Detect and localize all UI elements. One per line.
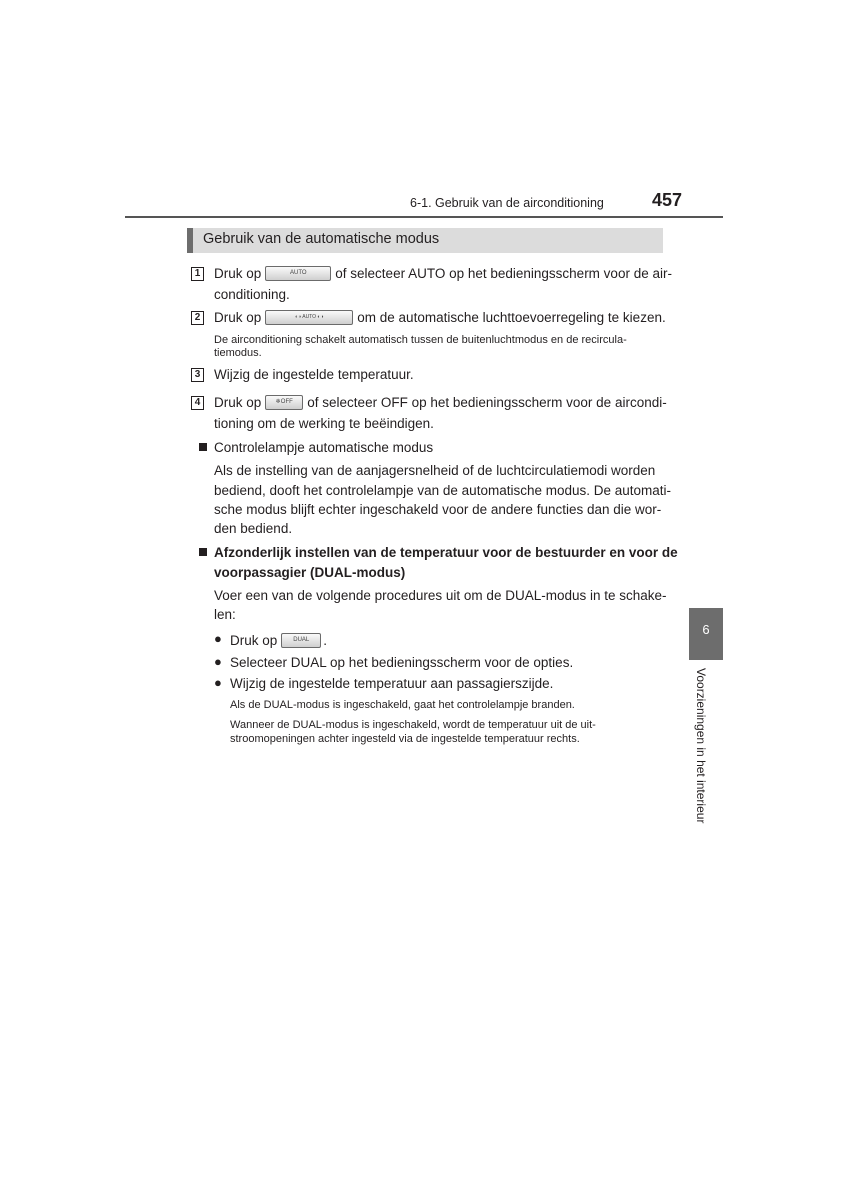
step-1-line-1 — [214, 263, 672, 284]
step-number-3: 3 — [191, 368, 204, 382]
dual-note-2-line-1: Wanneer de DUAL-modus is ingeschakeld, wordt de temperatuur uit de uit- — [230, 719, 596, 731]
page-number: 457 — [652, 190, 683, 210]
chapter-number: 6 — [702, 622, 710, 637]
running-header: 6-1. Gebruik van de airconditioning — [410, 196, 604, 210]
step-3-text: Wijzig de ingestelde temperatuur. — [214, 367, 414, 382]
fan-off-button-icon: ❄OFF — [265, 395, 303, 410]
dual-intro-line-1: Voer een van de volgende procedures uit om de DUAL-modus in te schake- — [214, 588, 667, 603]
section-title-box — [187, 228, 663, 253]
step-4-after: of selecteer OFF op het bedieningsscherm voor de aircondi- — [307, 395, 667, 410]
auto-recirculation-button-icon: ◐◑ AUTO ◐◑ — [265, 310, 353, 325]
dual-bullet-3: Wijzig de ingestelde temperatuur aan passagierszijde. — [230, 676, 554, 691]
step-number-4: 4 — [191, 396, 204, 410]
dual-heading-line-2: voorpassagier (DUAL-modus) — [214, 565, 406, 580]
step-number-1: 1 — [191, 267, 204, 281]
indicator-line-4: den bediend. — [214, 521, 293, 536]
round-bullet-icon: ● — [214, 654, 222, 669]
step-4-line-1 — [214, 392, 667, 413]
header-rule — [125, 216, 723, 218]
chapter-tab — [689, 608, 723, 660]
step-1-line-2: conditioning. — [214, 287, 290, 302]
round-bullet-icon: ● — [214, 675, 222, 690]
airflow-right-icon: ◐◑ — [316, 313, 324, 320]
dual-button-icon: DUAL — [281, 633, 321, 648]
step-2-after: om de automatische luchttoevoerregeling te kiezen. — [357, 310, 666, 325]
airflow-left-icon: ◐◑ — [295, 313, 303, 320]
indicator-line-2: bediend, dooft het controlelampje van de automatische modus. De automati- — [214, 483, 672, 498]
indicator-line-1: Als de instelling van de aanjagersnelheid of de luchtcirculatiemodi worden — [214, 463, 656, 478]
dual-heading-line-1: Afzonderlijk instellen van de temperatuur voor de bestuurder en voor de — [214, 545, 678, 560]
step-2-note-line-1: De airconditioning schakelt automatisch tussen de buitenluchtmodus en de recircula- — [214, 334, 627, 346]
dual-intro-line-2: len: — [214, 607, 236, 622]
step-2-line-1 — [214, 307, 666, 328]
auto-button-icon: AUTO — [265, 266, 331, 281]
dual-note-2-line-2: stroomopeningen achter ingesteld via de ingestelde temperatuur rechts. — [230, 733, 580, 745]
step-4-line-2: tioning om de werking te beëindigen. — [214, 416, 434, 431]
step-2-before: Druk op — [214, 310, 262, 325]
dual-note-1: Als de DUAL-modus is ingeschakeld, gaat het controlelampje branden. — [230, 699, 575, 711]
round-bullet-icon: ● — [214, 631, 222, 646]
dual-bullet-2: Selecteer DUAL op het bedieningsscherm voor de opties. — [230, 655, 574, 670]
step-1-after: of selecteer AUTO op het bedieningsscherm voor de air- — [335, 266, 672, 281]
square-bullet-icon — [199, 548, 207, 556]
dual-bullet-1-before: Druk op — [230, 633, 278, 648]
section-title: Gebruik van de automatische modus — [203, 231, 440, 247]
dual-bullet-1: Druk op DUAL . — [230, 633, 328, 648]
step-4-before: Druk op — [214, 395, 262, 410]
step-number-2: 2 — [191, 311, 204, 325]
chapter-label: Voorzieningen in het interieur — [694, 668, 708, 824]
step-2-note-line-2: tiemodus. — [214, 347, 262, 359]
indicator-line-3: sche modus blijft echter ingeschakeld voor de andere functies dan die wor- — [214, 502, 662, 517]
indicator-heading: Controlelampje automatische modus — [214, 440, 434, 455]
step-1-before: Druk op — [214, 266, 262, 281]
square-bullet-icon — [199, 443, 207, 451]
